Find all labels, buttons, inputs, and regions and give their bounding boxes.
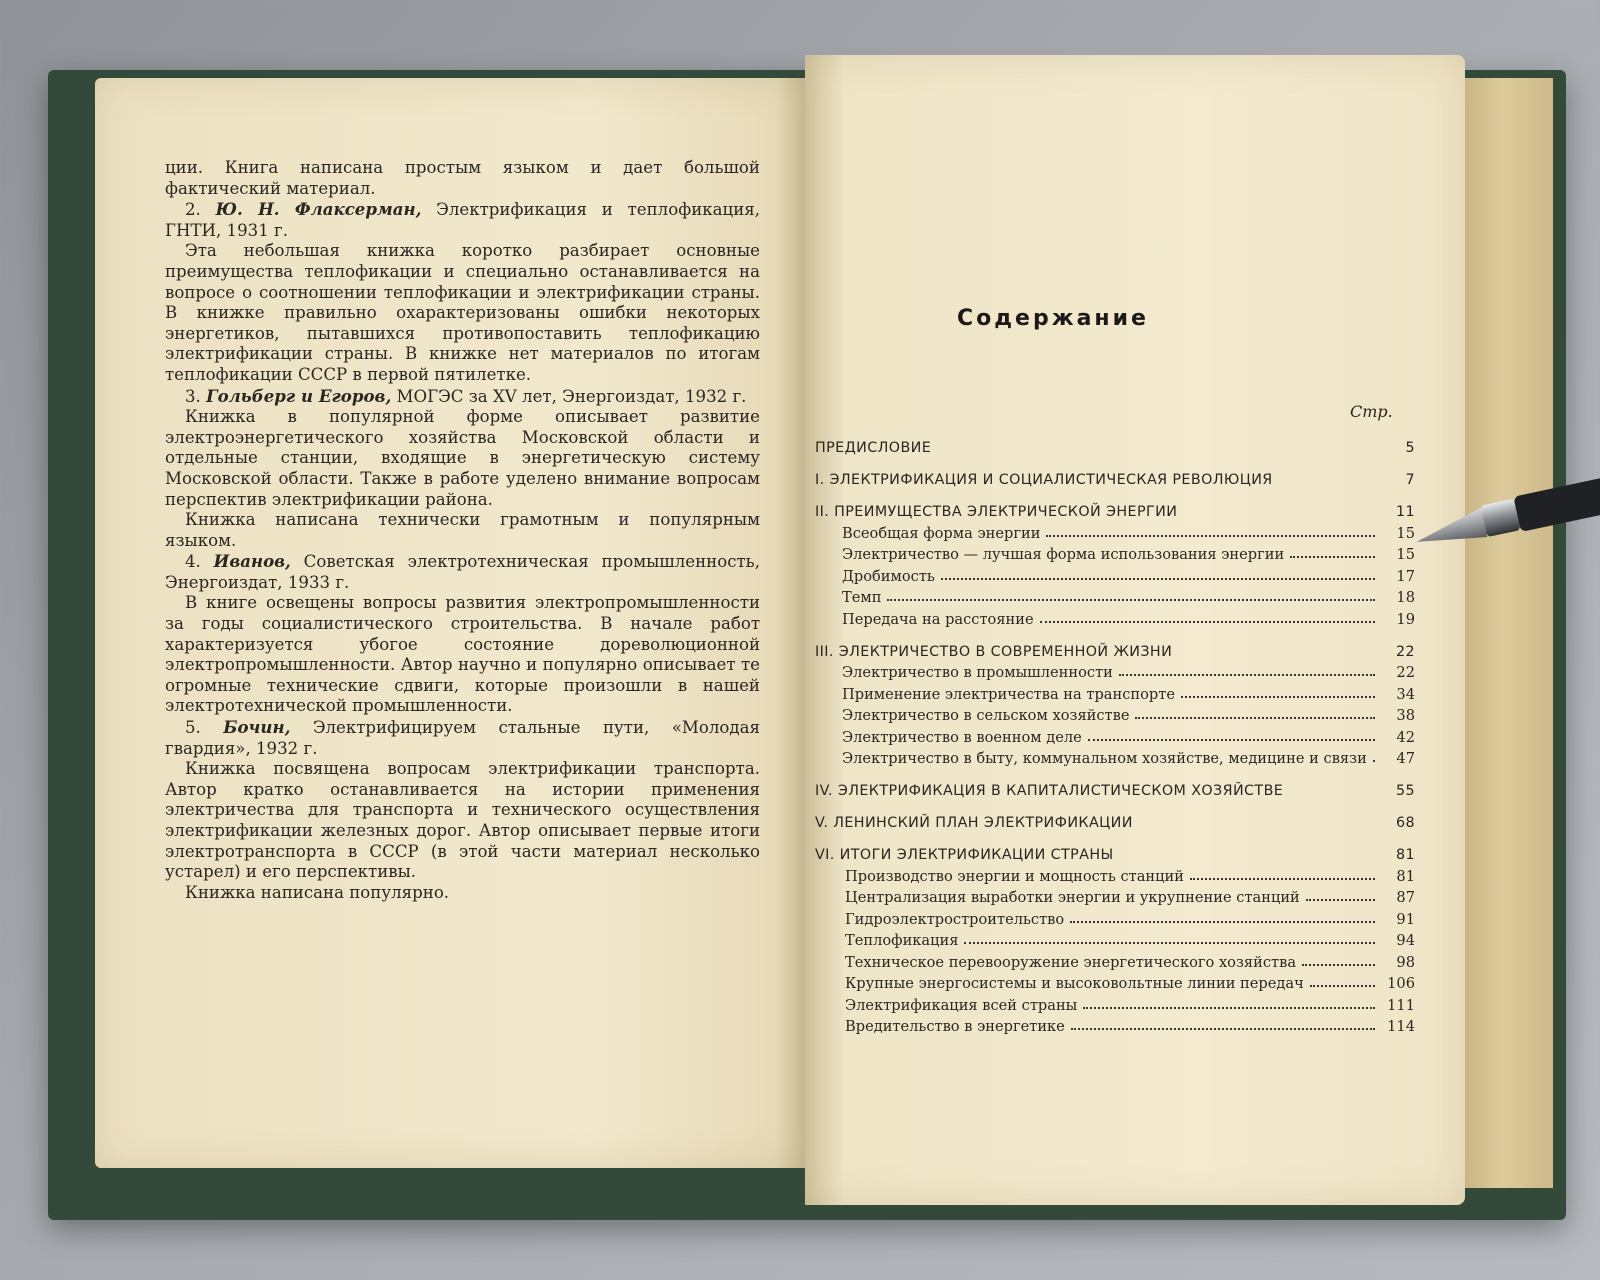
toc-section-row [815,724,1415,746]
toc-page-number: 47 [1396,750,1415,767]
toc-entry-label: Теплофикация [845,932,959,949]
left-paragraph [165,717,760,759]
toc-leader-dots [1046,535,1375,537]
toc-entry-label: Всеобщая форма энергии [842,524,1041,542]
toc-page-number: 22 [1396,643,1415,660]
left-paragraph [165,158,760,199]
toc-page-number: 34 [1396,685,1415,703]
toc-chapter-row [815,628,1415,660]
toc-page-number: 18 [1396,589,1415,606]
toc-page-number: 81 [1396,867,1415,885]
toc-page-number: 11 [1396,504,1415,520]
toc-section-row [815,949,1415,971]
toc-section-row [815,703,1415,725]
paragraph-text: Советская электротехническая промышленность, Энергоиздат, 1933 г. [165,552,760,592]
toc-page-number: 94 [1396,932,1415,949]
toc-entry-label: Техническое перевооружение энергетического хозяйства [845,953,1297,971]
paragraph-text: 5. [185,718,224,738]
paragraph-text: В книге освещены вопросы развития электропромышленности за годы социалистического строительства. В начале работ характеризуется убогое состояние дореволюционной электропромышленности. Автор научно и популярно описывает те огромные технические сдвиги, которые произошли в нашей электротехнической промышленности. [165,593,760,716]
toc-chapter-row [815,831,1415,863]
toc-entry-label: Электричество в быту, коммунальном хозяйстве, медицине и связи [842,750,1367,767]
left-paragraph [165,407,760,510]
toc-leader-dots [1290,556,1375,558]
book-endpaper [1465,78,1553,1188]
left-paragraph [165,241,760,385]
paragraph-text: 2. [185,200,216,220]
toc-entry-label: Дробимость [842,567,935,585]
toc-leader-dots [1306,899,1375,901]
toc-entry-label: I. ЭЛЕКТРИФИКАЦИЯ И СОЦИАЛИСТИЧЕСКАЯ РЕВОЛЮЦИЯ [815,472,1273,488]
toc-page-number: 114 [1387,1018,1415,1035]
toc-page-number: 111 [1387,996,1415,1014]
toc-section-row [815,971,1415,993]
toc-leader-dots [1040,621,1375,623]
toc-chapter-row [815,799,1415,831]
left-paragraph [165,510,760,551]
table-of-contents [815,424,1415,1035]
toc-page-number: 87 [1396,889,1415,906]
toc-leader-dots [964,942,1375,944]
left-paragraph [165,386,760,408]
toc-entry-label: Электричество в сельском хозяйстве [842,707,1130,724]
toc-entry-label: Передача на расстояние [842,610,1034,628]
toc-leader-dots [1190,878,1375,880]
toc-leader-dots [1310,985,1375,987]
toc-leader-dots [1083,1007,1375,1009]
paragraph-text: МОГЭС за XV лет, Энергоиздат, 1932 г. [391,386,747,406]
toc-section-row [815,606,1415,628]
toc-entry-label: Крупные энергосистемы и высоковольтные линии передач [845,975,1304,992]
toc-entry-label: VI. ИТОГИ ЭЛЕКТРИФИКАЦИИ СТРАНЫ [815,847,1114,863]
toc-page-number: 5 [1405,440,1415,456]
toc-section-row [815,746,1415,768]
toc-section-row [815,992,1415,1014]
toc-section-row [815,906,1415,928]
toc-chapter-row [815,767,1415,799]
left-paragraph [165,883,760,904]
toc-page-number: 17 [1396,567,1415,585]
toc-leader-dots [887,599,1375,601]
toc-page-number: 68 [1396,815,1415,831]
toc-entry-label: Централизация выработки энергии и укрупнение станций [845,889,1300,906]
toc-entry-label: Производство энергии и мощность станций [845,867,1184,885]
toc-page-column-label: Стр. [1350,402,1393,421]
toc-leader-dots [1302,964,1375,966]
left-paragraph [165,593,760,717]
toc-section-row [815,863,1415,885]
toc-entry-label: IV. ЭЛЕКТРИФИКАЦИЯ В КАПИТАЛИСТИЧЕСКОМ ХОЗЯЙСТВЕ [815,783,1284,799]
paragraph-text: Книжка посвящена вопросам электрификации транспорта. Автор кратко останавливается на истории применения электричества для транспорта и технического осуществления электрификации железных дорог. Автор описывает первые итоги электротранспорта в СССР (в этой части материал несколько устарел) и его перспективы. [165,759,760,882]
toc-entry-label: II. ПРЕИМУЩЕСТВА ЭЛЕКТРИЧЕСКОЙ ЭНЕРГИИ [815,504,1178,520]
toc-leader-dots [1070,921,1375,923]
left-paragraph [165,759,760,883]
left-paragraph [165,199,760,241]
toc-section-row [815,520,1415,542]
toc-page-number: 106 [1387,975,1415,992]
toc-entry-label: III. ЭЛЕКТРИЧЕСТВО В СОВРЕМЕННОЙ ЖИЗНИ [815,643,1173,660]
paragraph-text: Электрифицируем стальные пути, «Молодая гвардия», 1932 г. [165,718,760,758]
toc-entry-label: Применение электричества на транспорте [842,685,1175,703]
toc-section-row [815,542,1415,564]
toc-page-number: 15 [1396,546,1415,563]
toc-leader-dots [1135,717,1375,719]
toc-section-row [815,1014,1415,1036]
toc-leader-dots [1119,674,1375,676]
left-paragraph [165,551,760,593]
toc-page-number: 38 [1396,707,1415,724]
toc-page-number: 42 [1396,728,1415,746]
toc-leader-dots [1071,1028,1375,1030]
toc-section-row [815,585,1415,607]
toc-section-row [815,660,1415,682]
paragraph-text: Книжка написана популярно. [185,882,450,902]
toc-section-row [815,885,1415,907]
toc-entry-label: ПРЕДИСЛОВИЕ [815,440,932,456]
paragraph-text: Книжка в популярной форме описывает развитие электроэнергетического хозяйства Московской области и отдельные станции, входящие в энергетическую систему Московской области. Также в работе уделено внимание вопросам перспектив электрификации района. [165,407,760,509]
reference-author: Бочин, [223,717,291,738]
paragraph-text: 4. [185,552,214,572]
left-page-text [165,158,760,903]
toc-page-number: 55 [1396,783,1415,799]
toc-leader-dots [1088,739,1375,741]
toc-page-number: 91 [1396,910,1415,928]
toc-leader-dots [941,578,1375,580]
toc-section-row [815,563,1415,585]
paragraph-text: Книжка написана технически грамотным и популярным языком. [165,510,760,550]
toc-entry-label: Электричество в военном деле [842,728,1082,746]
toc-section-row [815,928,1415,950]
toc-entry-label: Электричество — лучшая форма использования энергии [842,546,1285,563]
toc-entry-label: Электрификация всей страны [845,996,1078,1014]
reference-author: Ю. Н. Флаксерман, [215,199,422,220]
reference-author: Гольберг и Егоров, [206,385,392,406]
paragraph-text: Электрификация и теплофикация, ГНТИ, 1931 г. [165,200,761,240]
toc-entry-label: V. ЛЕНИНСКИЙ ПЛАН ЭЛЕКТРИФИКАЦИИ [815,815,1133,831]
toc-section-row [815,681,1415,703]
paragraph-text: 3. [185,386,207,406]
toc-leader-dots [1373,760,1375,762]
toc-title: Содержание [957,306,1149,331]
toc-chapter-row [815,456,1415,488]
toc-page-number: 81 [1396,847,1415,863]
toc-page-number: 19 [1396,610,1415,628]
toc-chapter-row [815,424,1415,456]
toc-leader-dots [1181,696,1375,698]
toc-entry-label: Темп [842,589,882,606]
toc-entry-label: Вредительство в энергетике [845,1018,1065,1035]
toc-entry-label: Электричество в промышленности [842,664,1113,681]
toc-page-number: 15 [1396,524,1415,542]
reference-author: Иванов, [213,551,291,572]
toc-entry-label: Гидроэлектростроительство [845,910,1065,928]
toc-chapter-row [815,488,1415,520]
toc-page-number: 98 [1396,953,1415,971]
paragraph-text: ции. Книга написана простым языком и дает большой фактический материал. [165,158,760,198]
toc-page-number: 7 [1405,472,1415,488]
paragraph-text: Эта небольшая книжка коротко разбирает основные преимущества теплофикации и специально останавливается на вопросе о соотношении теплофикации и электрификации страны. В книжке правильно охарактеризованы ошибки некоторых энергетиков, пытавшихся противопоставить теплофикацию электрификации страны. В книжке нет материалов по итогам теплофикации СССР в первой пятилетке. [165,241,760,384]
toc-page-number: 22 [1396,664,1415,681]
